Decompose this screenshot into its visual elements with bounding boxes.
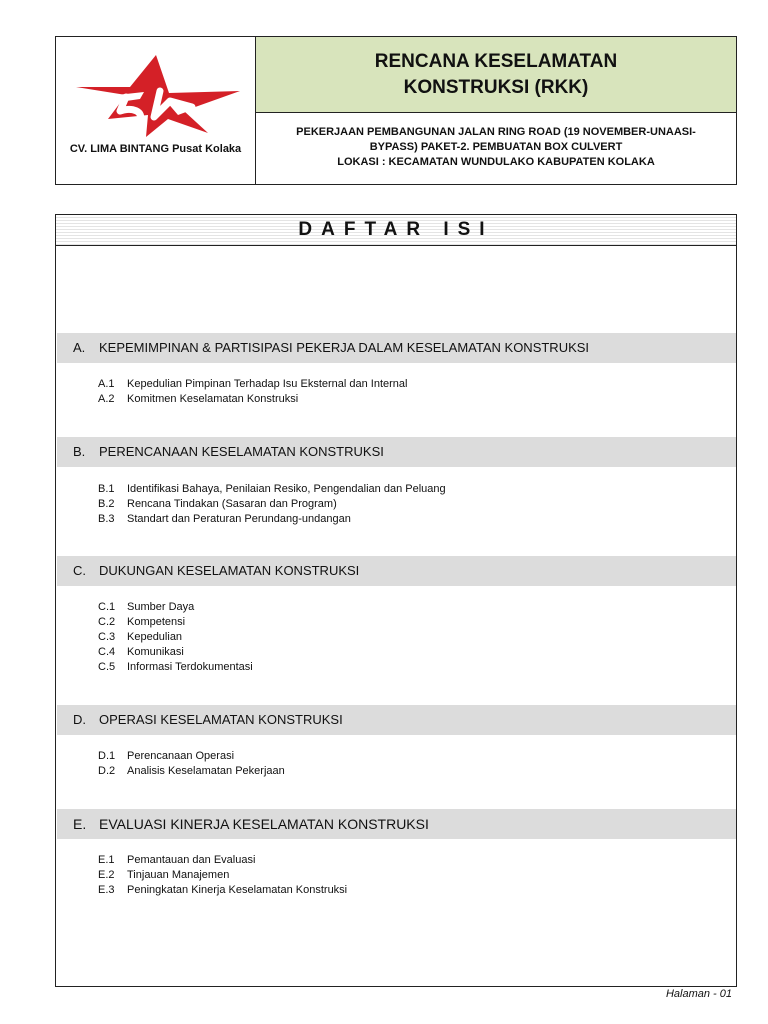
section-c-header: [57, 556, 736, 586]
item-code: B.3: [98, 513, 115, 525]
list-item: [98, 600, 698, 615]
item-code: C.3: [98, 631, 116, 643]
item-text: Analisis Keselamatan Pekerjaan: [127, 765, 285, 777]
section-e-header: [57, 809, 736, 839]
list-item: [98, 749, 698, 764]
logo-cell: [56, 37, 256, 184]
section-letter: A.: [73, 340, 86, 355]
project-location: LOKASI : KECAMATAN WUNDULAKO KABUPATEN KOLAKA: [337, 156, 655, 168]
list-item: [98, 883, 698, 898]
list-item: [98, 392, 698, 407]
toc-title: DAFTAR ISI: [298, 219, 494, 240]
list-item: [98, 615, 698, 630]
item-code: E.3: [98, 884, 115, 896]
item-code: A.1: [98, 378, 115, 390]
section-title: EVALUASI KINERJA KESELAMATAN KONSTRUKSI: [99, 816, 429, 832]
item-code: C.1: [98, 601, 116, 613]
list-item: [98, 482, 698, 497]
section-a-header: [57, 333, 736, 363]
project-line-2: BYPASS) PAKET-2. PEMBUATAN BOX CULVERT: [369, 141, 623, 153]
section-b-header: [57, 437, 736, 467]
company-logo-star-icon: [68, 49, 244, 139]
list-item: [98, 630, 698, 645]
section-d-items: [98, 749, 698, 779]
item-text: Identifikasi Bahaya, Penilaian Resiko, Pengendalian dan Peluang: [127, 483, 446, 495]
item-code: D.2: [98, 765, 116, 777]
item-text: Kepedulian: [127, 631, 183, 643]
item-code: B.2: [98, 498, 115, 510]
item-text: Komitmen Keselamatan Konstruksi: [127, 393, 299, 405]
list-item: [98, 853, 698, 868]
item-text: Komunikasi: [127, 646, 184, 658]
item-text: Perencanaan Operasi: [127, 750, 235, 762]
section-letter: D.: [73, 712, 86, 727]
item-code: C.2: [98, 616, 116, 628]
item-code: E.2: [98, 869, 115, 881]
section-c-items: [98, 600, 698, 675]
section-d-header: [57, 705, 736, 735]
page-number: Halaman - 01: [665, 988, 732, 1000]
item-text: Tinjauan Manajemen: [127, 869, 230, 881]
list-item: [98, 512, 698, 527]
item-text: Pemantauan dan Evaluasi: [127, 854, 256, 866]
section-title: PERENCANAAN KESELAMATAN KONSTRUKSI: [99, 444, 384, 459]
item-code: B.1: [98, 483, 115, 495]
list-item: [98, 868, 698, 883]
project-info: [256, 113, 736, 184]
section-letter: B.: [73, 444, 86, 459]
list-item: [98, 645, 698, 660]
company-name: CV. LIMA BINTANG Pusat Kolaka: [69, 143, 242, 155]
item-text: Peningkatan Kinerja Keselamatan Konstruksi: [127, 884, 348, 896]
item-text: Sumber Daya: [127, 601, 195, 613]
section-title: OPERASI KESELAMATAN KONSTRUKSI: [99, 712, 343, 727]
section-a-items: [98, 377, 698, 407]
document-title: [256, 37, 736, 113]
project-line-1: PEKERJAAN PEMBANGUNAN JALAN RING ROAD (19 NOVEMBER-UNAASI-: [296, 126, 696, 138]
item-text: Informasi Terdokumentasi: [127, 661, 253, 673]
section-b-items: [98, 482, 698, 527]
section-letter: E.: [73, 816, 87, 832]
toc-header: [56, 215, 736, 246]
list-item: [98, 497, 698, 512]
list-item: [98, 660, 698, 675]
section-letter: C.: [73, 563, 86, 578]
list-item: [98, 377, 698, 392]
item-text: Kepedulian Pimpinan Terhadap Isu Eksternal dan Internal: [127, 378, 408, 390]
item-code: A.2: [98, 393, 115, 405]
document-header: [55, 36, 737, 185]
item-text: Standart dan Peraturan Perundang-undangan: [127, 513, 351, 525]
list-item: [98, 764, 698, 779]
section-title: KEPEMIMPINAN & PARTISIPASI PEKERJA DALAM KESELAMATAN KONSTRUKSI: [99, 340, 590, 355]
item-code: C.4: [98, 646, 116, 658]
item-text: Kompetensi: [127, 616, 186, 628]
section-title: DUKUNGAN KESELAMATAN KONSTRUKSI: [99, 563, 360, 578]
table-of-contents: [55, 214, 737, 987]
item-text: Rencana Tindakan (Sasaran dan Program): [127, 498, 337, 510]
item-code: D.1: [98, 750, 116, 762]
section-e-items: [98, 853, 698, 898]
document-title-text: RENCANA KESELAMATAN KONSTRUKSI (RKK): [374, 51, 618, 98]
item-code: C.5: [98, 661, 116, 673]
item-code: E.1: [98, 854, 115, 866]
